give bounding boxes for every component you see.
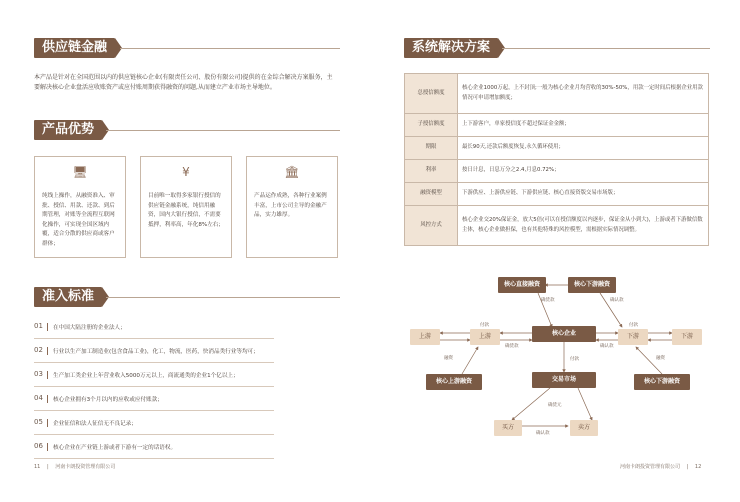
criteria-separator (47, 371, 48, 379)
criteria-text: 在中国大陆注册的企业法人； (53, 325, 126, 331)
title-divider (106, 130, 340, 131)
criteria-text: 生产加工类企业上年营业收入5000万元以上，商流通类的企业1个亿以上； (53, 373, 239, 379)
footer-separator: | (686, 464, 689, 470)
advantage-text: 产品运作成熟，各种行业案例丰富，上市公司主导的金融产品，实力雄厚。 (254, 193, 327, 219)
supply-chain-title: 供应链金融 (34, 38, 115, 58)
node-core-downstream-bottom: 核心下游融资 (634, 374, 690, 390)
row-label: 子授信额度 (405, 114, 458, 137)
criteria-item (34, 386, 274, 411)
criteria-separator (47, 395, 48, 403)
node-buyer: 买方 (494, 420, 522, 436)
criteria-title: 准入标准 (34, 287, 102, 307)
advantage-text: 纯线上操作，从融资准入、审批、授信、用款、还款、到后期管理，对账等全流程互联网化操作，可实现全国区域内覆，适合分散的供应商或客户群体； (42, 193, 115, 247)
label-pay-mid: 付款 (570, 357, 579, 362)
criteria-item (34, 410, 274, 435)
criteria-item (34, 434, 274, 459)
label-confirm-market: 确货元 (548, 403, 562, 408)
criteria-number: 05 (34, 418, 43, 426)
row-label: 总授信额度 (405, 74, 458, 114)
supply-chain-intro: 本产品是针对在全国范围以内的供应链核心企业(有限责任公司、股份有限公司)提供的在金综合解决方案服务，主要解决核心企业盘活应收账资产或应付账周期获得融资的问题,从而建立产业市场主导地位。 (34, 74, 333, 91)
row-value: 核心企业1000万起，上不封顶;一般为核心企业月均营收的30%-50%，用款一定时间后根据企业用款情况可申请增加额度； (458, 74, 709, 114)
node-downstream-right: 下游 (672, 329, 702, 345)
criteria-number: 04 (34, 394, 43, 402)
criteria-number: 03 (34, 370, 43, 378)
node-core: 核心企业 (532, 326, 596, 342)
criteria-number: 02 (34, 346, 43, 354)
label-confirm-left: 确货款 (505, 344, 519, 349)
footer-company: 河南卡朗投资管理有限公司 (55, 464, 116, 470)
solution-title: 系统解决方案 (404, 38, 498, 58)
edge-market-seller (578, 388, 592, 420)
edge-upstream-finance (462, 347, 478, 374)
row-value: 上下游客户，单家授信度不超过保证金金额； (458, 114, 709, 137)
right-page (370, 0, 740, 502)
label-pay-left: 付款 (480, 323, 489, 328)
criteria-item (34, 362, 274, 387)
row-label: 风控方式 (405, 206, 458, 246)
criteria-text: 企业征信和法人征信无不良记录； (53, 421, 137, 427)
page-footer (620, 463, 701, 470)
node-seller: 卖方 (570, 420, 598, 436)
row-value: 下游供应、上游供应链、下游供应链、核心直接资版交易市场版； (458, 183, 709, 206)
criteria-item (34, 314, 274, 339)
row-value: 最长90天,还款后额度恢复,永久循环使用； (458, 137, 709, 160)
criteria-text: 核心企业在产业链上游或者下游有一定的话语权。 (53, 445, 177, 451)
label-sign-downstream: 融资 (656, 356, 665, 361)
label-sign-upstream: 融资 (444, 356, 453, 361)
node-market: 交易市场 (532, 372, 596, 388)
criteria-number: 06 (34, 442, 43, 450)
flow-connectors (370, 0, 740, 502)
page-number: 12 (694, 464, 702, 470)
footer-company: 河南卡朗投资管理有限公司 (620, 464, 681, 470)
criteria-separator (47, 323, 48, 331)
criteria-number: 01 (34, 322, 43, 330)
node-core-direct: 核心直接融资 (498, 277, 546, 293)
yen-icon: ¥ (182, 165, 190, 179)
edge-market-buyer (512, 388, 550, 420)
row-label: 利率 (405, 160, 458, 183)
node-downstream: 下游 (618, 329, 648, 345)
advantage-card (34, 156, 126, 258)
label-confirm-right: 确认款 (600, 344, 614, 349)
label-confirm-mid: 确认款 (610, 298, 624, 303)
criteria-separator (47, 347, 48, 355)
bank-icon: 🏛 (284, 165, 300, 179)
monitor-icon: 🖥 (72, 165, 88, 179)
advantage-text: 目前唯一取得多家银行授信的供应链金融系统，纯信用融资，国内大银行授信，不需要抵押，利率高，年化8%左右； (148, 193, 224, 228)
row-label: 融资模型 (405, 183, 458, 206)
title-divider (120, 48, 340, 49)
advantages-title: 产品优势 (34, 120, 102, 140)
page-number: 11 (34, 464, 41, 470)
criteria-separator (47, 419, 48, 427)
node-upstream: 上游 (470, 329, 500, 345)
row-value: 核心企业交20%保证金，放大5倍(可以在授信额度以内逐步，保证金从小到大)，上游或者下游做信数主体，核心企业做担保，也有其他特殊的风控模型，需根据实际情况调整。 (458, 206, 709, 246)
title-divider (106, 297, 340, 298)
advantage-card (246, 156, 338, 258)
footer-separator: | (46, 464, 49, 470)
node-upstream-left: 上游 (410, 329, 440, 345)
node-core-downstream: 核心下游融资 (568, 277, 616, 293)
advantage-card (140, 156, 232, 258)
node-core-upstream: 核心上游融资 (426, 374, 482, 390)
criteria-separator (47, 443, 48, 451)
row-value: 按日计息，日息万分之2.4,月息0.72%； (458, 160, 709, 183)
criteria-item (34, 338, 274, 363)
criteria-text: 行业以生产加工制造业(包含食品工业)，化工，物流，医药，快消品类行业等均可； (53, 349, 259, 355)
row-label: 期限 (405, 137, 458, 160)
label-confirm-bottom: 确认款 (536, 431, 550, 436)
criteria-text: 核心企业拥有3个月以内的应收或应付账款； (53, 397, 163, 403)
page-footer (34, 463, 115, 470)
label-confirm-top: 确货款 (541, 298, 555, 303)
label-pay-right: 付款 (629, 323, 638, 328)
